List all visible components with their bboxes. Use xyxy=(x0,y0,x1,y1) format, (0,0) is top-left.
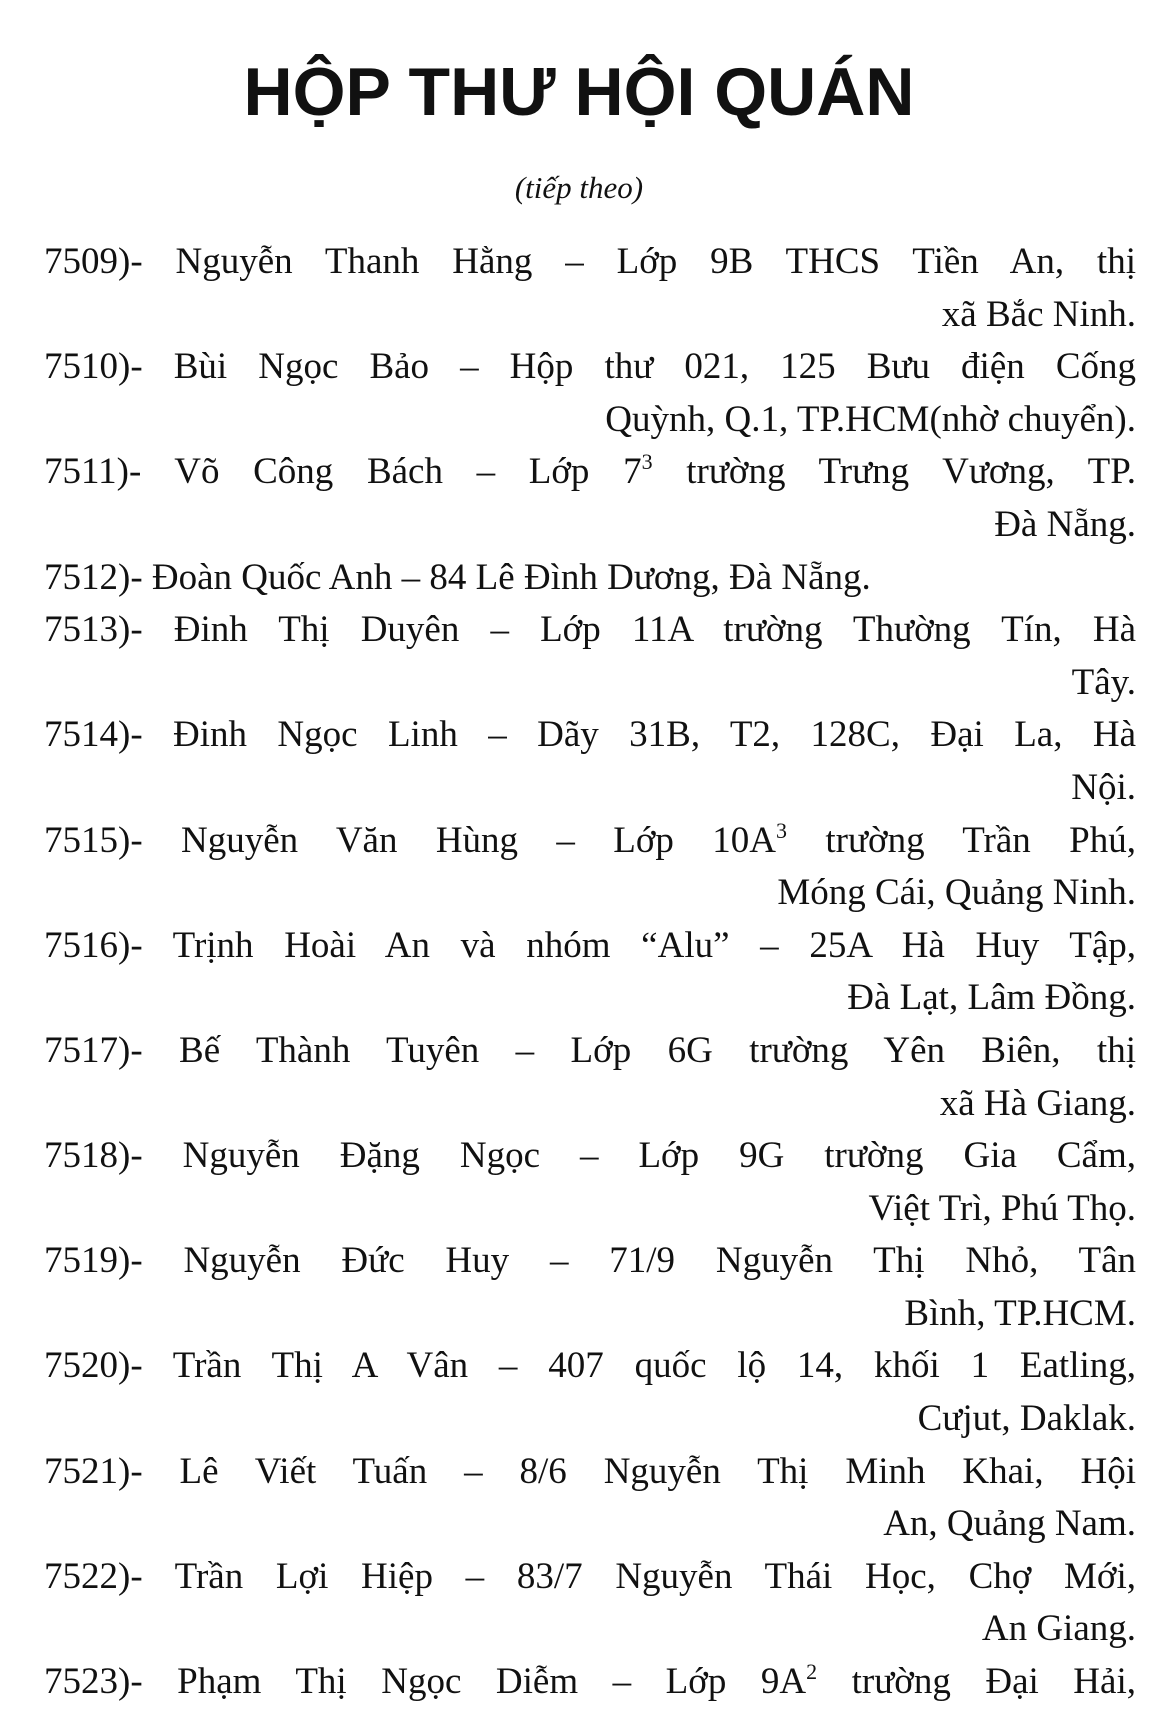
entry-continuation: An Giang. xyxy=(981,1608,1136,1650)
entry-line: 7518)- Nguyễn Đặng Ngọc – Lớp 9G trường Gia Cẩm, xyxy=(44,1135,1136,1177)
entry-line: 7521)- Lê Viết Tuấn – 8/6 Nguyễn Thị Minh Khai, Hội xyxy=(44,1450,1136,1492)
page-subtitle: (tiếp theo) xyxy=(514,170,644,205)
entry-text: trường Đại Hải, xyxy=(817,1661,1136,1703)
list-item xyxy=(44,1340,1136,1445)
entry-line: 7517)- Bế Thành Tuyên – Lớp 6G trường Yên Biên, thị xyxy=(44,1029,1136,1071)
superscript: 3 xyxy=(641,449,653,475)
list-item xyxy=(44,1235,1136,1340)
page-title: HỘP THƯ HỘI QUÁN xyxy=(243,54,915,130)
entry-continuation: Đà Lạt, Lâm Đồng. xyxy=(847,977,1136,1019)
list-item xyxy=(44,1656,1136,1709)
list-item xyxy=(44,1130,1136,1235)
entry-continuation: Đà Nẵng. xyxy=(994,503,1136,545)
list-item xyxy=(44,1446,1136,1551)
entry-line: 7514)- Đinh Ngọc Linh – Dãy 31B, T2, 128C, Đại La, Hà xyxy=(44,714,1136,756)
entry-line: 7512)- Đoàn Quốc Anh – 84 Lê Đình Dương, Đà Nẵng. xyxy=(44,556,871,598)
entry-continuation: Cưjut, Daklak. xyxy=(917,1398,1136,1440)
entry-text: 7511)- Võ Công Bách – Lớp 7 xyxy=(44,451,642,493)
entry-line: 7519)- Nguyễn Đức Huy – 71/9 Nguyễn Thị Nhỏ, Tân xyxy=(44,1240,1136,1282)
superscript: 3 xyxy=(776,817,787,843)
entry-line xyxy=(44,446,1136,499)
entry-continuation: xã Bắc Ninh. xyxy=(941,293,1136,335)
entry-continuation: Móng Cái, Quảng Ninh. xyxy=(777,872,1136,914)
entry-line: 7509)- Nguyễn Thanh Hằng – Lớp 9B THCS Tiền An, thị xyxy=(44,241,1136,282)
list-item xyxy=(44,1551,1136,1656)
list-item xyxy=(44,341,1136,446)
entry-text: 7523)- Phạm Thị Ngọc Diễm – Lớp 9A xyxy=(44,1661,807,1703)
entry-continuation: Tây. xyxy=(1071,661,1136,703)
superscript: 2 xyxy=(806,1659,818,1685)
entry-line: 7520)- Trần Thị A Vân – 407 quốc lộ 14, khối 1 Eatling, xyxy=(44,1345,1136,1387)
entry-continuation: Việt Trì, Phú Thọ. xyxy=(868,1187,1136,1229)
entry-continuation: Nội. xyxy=(1071,766,1136,808)
entry-line xyxy=(44,815,1136,868)
entry-line: 7516)- Trịnh Hoài An và nhóm “Alu” – 25A Hà Huy Tập, xyxy=(44,924,1136,966)
list-item xyxy=(44,552,1136,605)
entry-line: 7510)- Bùi Ngọc Bảo – Hộp thư 021, 125 Bưu điện Cống xyxy=(44,346,1136,388)
entry-continuation: Bình, TP.HCM. xyxy=(904,1292,1136,1334)
entry-text: trường Trần Phú, xyxy=(787,819,1136,861)
entry-line: 7522)- Trần Lợi Hiệp – 83/7 Nguyễn Thái Học, Chợ Mới, xyxy=(44,1555,1136,1597)
entry-line xyxy=(44,1656,1136,1709)
entry-continuation: xã Hà Giang. xyxy=(939,1082,1136,1124)
entry-text: 7515)- Nguyễn Văn Hùng – Lớp 10A xyxy=(44,819,776,861)
entry-text: trường Trưng Vương, TP. xyxy=(652,451,1136,493)
list-item xyxy=(44,709,1136,814)
list-item xyxy=(44,1025,1136,1130)
list-item xyxy=(44,604,1136,709)
list-item xyxy=(44,446,1136,551)
address-list xyxy=(44,236,1136,1709)
list-item xyxy=(44,236,1136,341)
entry-line: 7513)- Đinh Thị Duyên – Lớp 11A trường Thường Tín, Hà xyxy=(44,609,1136,651)
entry-continuation: Quỳnh, Q.1, TP.HCM(nhờ chuyển). xyxy=(605,398,1136,440)
list-item xyxy=(44,920,1136,1025)
list-item xyxy=(44,815,1136,920)
entry-continuation: An, Quảng Nam. xyxy=(883,1503,1136,1545)
